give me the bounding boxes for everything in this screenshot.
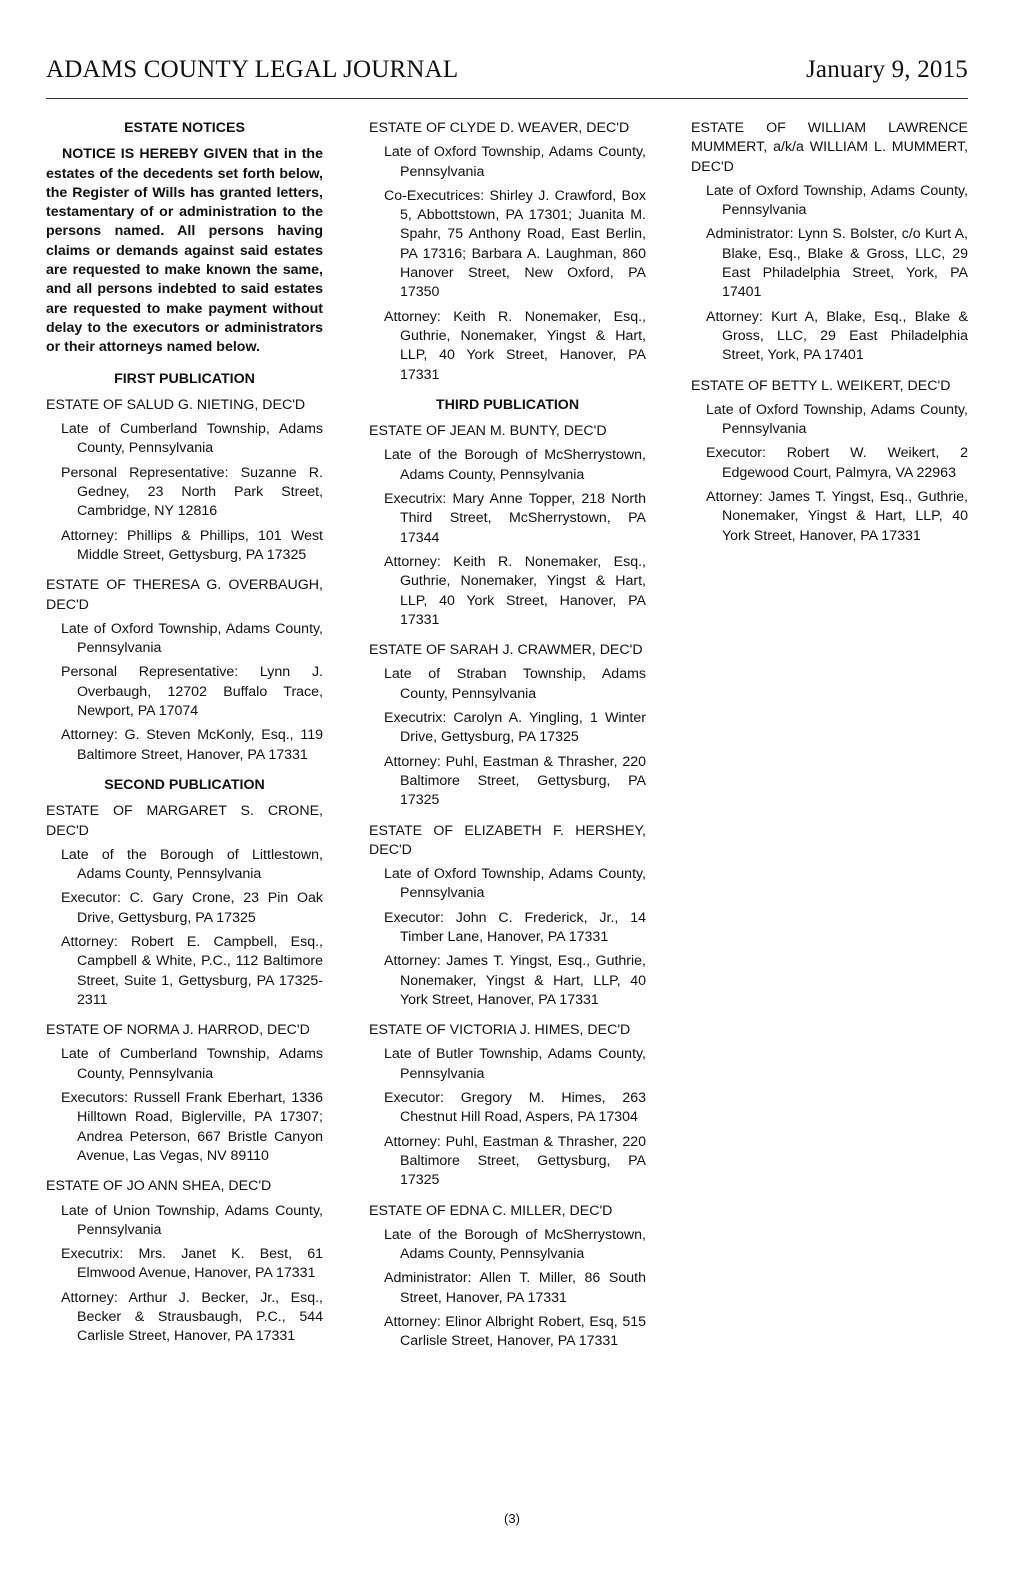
estate-detail: Late of the Borough of Littlestown, Adams County, Pennsylvania — [61, 846, 323, 883]
estate-detail: Executors: Russell Frank Eberhart, 1336 Hilltown Road, Biglerville, PA 17307; Andrea Peterson, 667 Bristle Canyon Avenue, Las Vegas, NV 89110 — [61, 1090, 323, 1164]
estate-notice — [691, 377, 968, 546]
estate-detail: Attorney: G. Steven McKonly, Esq., 119 Baltimore Street, Hanover, PA 17331 — [61, 727, 323, 763]
estate-detail: Executor: C. Gary Crone, 23 Pin Oak Drive, Gettysburg, PA 17325 — [61, 890, 323, 926]
estate-detail: Late of Oxford Township, Adams County, Pennsylvania — [61, 620, 323, 657]
estate-notice — [369, 119, 646, 385]
estate-detail: Attorney: Elinor Albright Robert, Esq, 515 Carlisle Street, Hanover, PA 17331 — [384, 1314, 646, 1350]
estate-detail: Co-Executrices: Shirley J. Crawford, Box 5, Abbottstown, PA 17301; Juanita M. Spahr, 75 Anthony Road, East Berlin, PA 17316; Barbara A. Laughman, 860 Hanover Street, New Oxford, PA 17350 — [384, 187, 646, 301]
estate-detail: Attorney: Kurt A, Blake, Esq., Blake & Gross, LLC, 29 East Philadelphia Street, York, PA 17401 — [706, 308, 968, 364]
column-3 — [691, 119, 968, 557]
estate-detail: Late of Cumberland Township, Adams County, Pennsylvania — [61, 421, 323, 457]
estate-detail: Attorney: Phillips & Phillips, 101 West Middle Street, Gettysburg, PA 17325 — [61, 527, 323, 563]
estate-detail: Late of the Borough of McSherrystown, Adams County, Pennsylvania — [384, 447, 646, 483]
estate-notice — [369, 822, 646, 1011]
estate-detail: Late of Oxford Township, Adams County, Pennsylvania — [384, 144, 646, 180]
estate-detail: Executor: John C. Frederick, Jr., 14 Timber Lane, Hanover, PA 17331 — [384, 909, 646, 945]
estate-detail: Executrix: Mrs. Janet K. Best, 61 Elmwood Avenue, Hanover, PA 17331 — [61, 1246, 323, 1282]
estate-detail: Attorney: Keith R. Nonemaker, Esq., Guthrie, Nonemaker, Yingst & Hart, LLP, 40 York Street, Hanover, PA 17331 — [384, 553, 646, 628]
estate-notice — [369, 422, 646, 630]
estate-notice — [369, 641, 646, 810]
estate-name: ESTATE OF THERESA G. OVERBAUGH, DEC'D — [46, 577, 323, 613]
estate-detail: Executrix: Mary Anne Topper, 218 North Third Street, McSherrystown, PA 17344 — [384, 491, 646, 546]
page-header — [46, 56, 968, 99]
estate-name: ESTATE OF WILLIAM LAWRENCE MUMMERT, a/k/a WILLIAM L. MUMMERT, DEC'D — [691, 120, 968, 175]
estate-detail: Late of the Borough of McSherrystown, Adams County, Pennsylvania — [384, 1226, 646, 1263]
section-heading: SECOND PUBLICATION — [104, 776, 265, 793]
estate-notice — [691, 119, 968, 366]
estate-detail: Attorney: Robert E. Campbell, Esq., Campbell & White, P.C., 112 Baltimore Street, Suite 1, Gettysburg, PA 17325-2311 — [61, 933, 323, 1008]
estate-detail: Personal Representative: Lynn J. Overbaugh, 12702 Buffalo Trace, Newport, PA 17074 — [61, 664, 323, 720]
estate-detail: Late of Oxford Township, Adams County, Pennsylvania — [706, 401, 968, 438]
estate-notice — [46, 1021, 323, 1166]
estate-name: ESTATE OF SARAH J. CRAWMER, DEC'D — [369, 642, 643, 659]
estate-detail: Late of Union Township, Adams County, Pennsylvania — [61, 1202, 323, 1238]
estate-detail: Administrator: Lynn S. Bolster, c/o Kurt A, Blake, Esq., Blake & Gross, LLC, 29 East Philadelphia Street, York, PA 17401 — [706, 226, 968, 301]
estate-detail: Late of Straban Township, Adams County, Pennsylvania — [384, 666, 646, 702]
column-1 — [46, 119, 323, 1358]
estate-notice — [369, 1202, 646, 1352]
estate-detail: Late of Oxford Township, Adams County, Pennsylvania — [384, 866, 646, 902]
estate-detail: Late of Oxford Township, Adams County, Pennsylvania — [706, 182, 968, 219]
estate-detail: Attorney: Arthur J. Becker, Jr., Esq., Becker & Strausbaugh, P.C., 544 Carlisle Street, Hanover, PA 17331 — [61, 1289, 323, 1345]
estate-detail: Late of Cumberland Township, Adams County, Pennsylvania — [61, 1046, 323, 1082]
estate-notice — [369, 1021, 646, 1190]
estate-detail: Attorney: Puhl, Eastman & Thrasher, 220 Baltimore Street, Gettysburg, PA 17325 — [384, 1133, 646, 1189]
estate-detail: Late of Butler Township, Adams County, Pennsylvania — [384, 1046, 646, 1082]
estate-detail: Executor: Robert W. Weikert, 2 Edgewood Court, Palmyra, VA 22963 — [706, 445, 968, 481]
estate-name: ESTATE OF NORMA J. HARROD, DEC'D — [46, 1022, 310, 1039]
estate-detail: Administrator: Allen T. Miller, 86 South Street, Hanover, PA 17331 — [384, 1270, 646, 1306]
estate-detail: Executor: Gregory M. Himes, 263 Chestnut Hill Road, Aspers, PA 17304 — [384, 1090, 646, 1126]
estate-name: ESTATE OF EDNA C. MILLER, DEC'D — [369, 1202, 613, 1219]
estate-notice — [46, 576, 323, 765]
estate-detail: Attorney: Keith R. Nonemaker, Esq., Guthrie, Nonemaker, Yingst & Hart, LLP, 40 York Street, Hanover, PA 17331 — [384, 308, 646, 383]
estate-notice — [46, 1177, 323, 1346]
estate-name: ESTATE OF BETTY L. WEIKERT, DEC'D — [691, 377, 951, 394]
estate-name: ESTATE OF CLYDE D. WEAVER, DEC'D — [369, 120, 630, 136]
column-2 — [369, 119, 646, 1363]
section-heading: FIRST PUBLICATION — [114, 370, 255, 387]
section-heading: ESTATE NOTICES — [124, 120, 245, 136]
estate-name: ESTATE OF SALUD G. NIETING, DEC'D — [46, 396, 306, 413]
estate-detail: Personal Representative: Suzanne R. Gedney, 23 North Park Street, Cambridge, NY 12816 — [61, 464, 323, 520]
estate-name: ESTATE OF JO ANN SHEA, DEC'D — [46, 1178, 272, 1195]
estate-detail: Attorney: Puhl, Eastman & Thrasher, 220 Baltimore Street, Gettysburg, PA 17325 — [384, 753, 646, 809]
estate-name: ESTATE OF ELIZABETH F. HERSHEY, DEC'D — [369, 822, 646, 858]
estate-name: ESTATE OF VICTORIA J. HIMES, DEC'D — [369, 1022, 631, 1039]
issue-date: January 9, 2015 — [806, 56, 968, 83]
page-number: (3) — [504, 1511, 520, 1526]
journal-title: ADAMS COUNTY LEGAL JOURNAL — [46, 56, 459, 83]
estate-detail: Attorney: James T. Yingst, Esq., Guthrie, Nonemaker, Yingst & Hart, LLP, 40 York Street, Hanover, PA 17331 — [384, 953, 646, 1008]
estate-name: ESTATE OF JEAN M. BUNTY, DEC'D — [369, 423, 607, 440]
estate-detail: Attorney: James T. Yingst, Esq., Guthrie, Nonemaker, Yingst & Hart, LLP, 40 York Street, Hanover, PA 17331 — [706, 489, 968, 544]
notice-intro: NOTICE IS HEREBY GIVEN that in the estates of the decedents set forth below, the Register of Wills has granted letters, testamentary of or administration to the persons named. All persons having claims or demands against said estates are requested to make known the same, and all persons indebted to said estates are requested to make payment without delay to the executors or administrators or their attorneys named below. — [46, 146, 323, 356]
estate-detail: Executrix: Carolyn A. Yingling, 1 Winter Drive, Gettysburg, PA 17325 — [384, 710, 646, 746]
estate-name: ESTATE OF MARGARET S. CRONE, DEC'D — [46, 803, 323, 839]
estate-notice — [46, 802, 323, 1010]
estate-notice — [46, 396, 323, 565]
section-heading: THIRD PUBLICATION — [435, 396, 580, 413]
